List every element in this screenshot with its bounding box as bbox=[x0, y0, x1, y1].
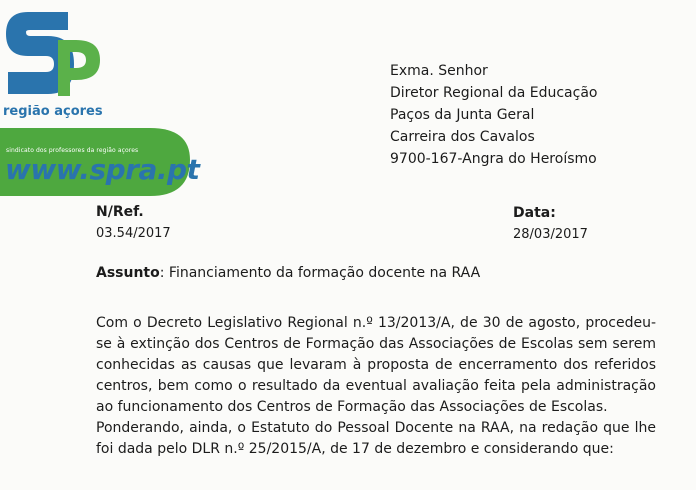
letter-body bbox=[96, 313, 656, 460]
date-label: Data: bbox=[513, 205, 556, 221]
subject-separator: : bbox=[159, 265, 165, 281]
subject-text: Financiamento da formação docente na RAA bbox=[164, 265, 481, 281]
body-paragraph: Ponderando, ainda, o Estatuto do Pessoal Docente na RAA, na redação que lhe foi dada pelo DLR n.º 25/2015/A, de 17 de dezembro e considerando que: bbox=[96, 420, 656, 457]
reference-label: N/Ref. bbox=[96, 204, 144, 220]
subject-line bbox=[96, 265, 480, 281]
recipient-address bbox=[390, 60, 597, 170]
logo-region-text: região açores bbox=[3, 104, 103, 119]
recipient-line: 9700-167-Angra do Heroísmo bbox=[390, 151, 597, 167]
reference-value: 03.54/2017 bbox=[96, 226, 171, 241]
date-value: 28/03/2017 bbox=[513, 227, 588, 242]
spra-logo bbox=[0, 0, 200, 205]
body-paragraph: Com o Decreto Legislativo Regional n.º 13/2013/A, de 30 de agosto, procedeu-se à extinção dos Centros de Formação das Associações de Escolas sem serem conhecidas as causas que levaram à proposta de encerramento dos referidos centros, bem como o resultado da eventual avaliação feita pela administração ao funcionamento dos Centros de Formação das Associações de Escolas. bbox=[96, 315, 656, 415]
recipient-line: Carreira dos Cavalos bbox=[390, 129, 535, 145]
logo-url: www.spra.pt bbox=[5, 153, 200, 186]
recipient-line: Diretor Regional da Educação bbox=[390, 85, 598, 101]
recipient-line: Paços da Junta Geral bbox=[390, 107, 535, 123]
subject-label: Assunto bbox=[96, 265, 160, 281]
logo-tagline: sindicato dos professores da região açores bbox=[6, 147, 139, 154]
recipient-line: Exma. Senhor bbox=[390, 63, 488, 79]
